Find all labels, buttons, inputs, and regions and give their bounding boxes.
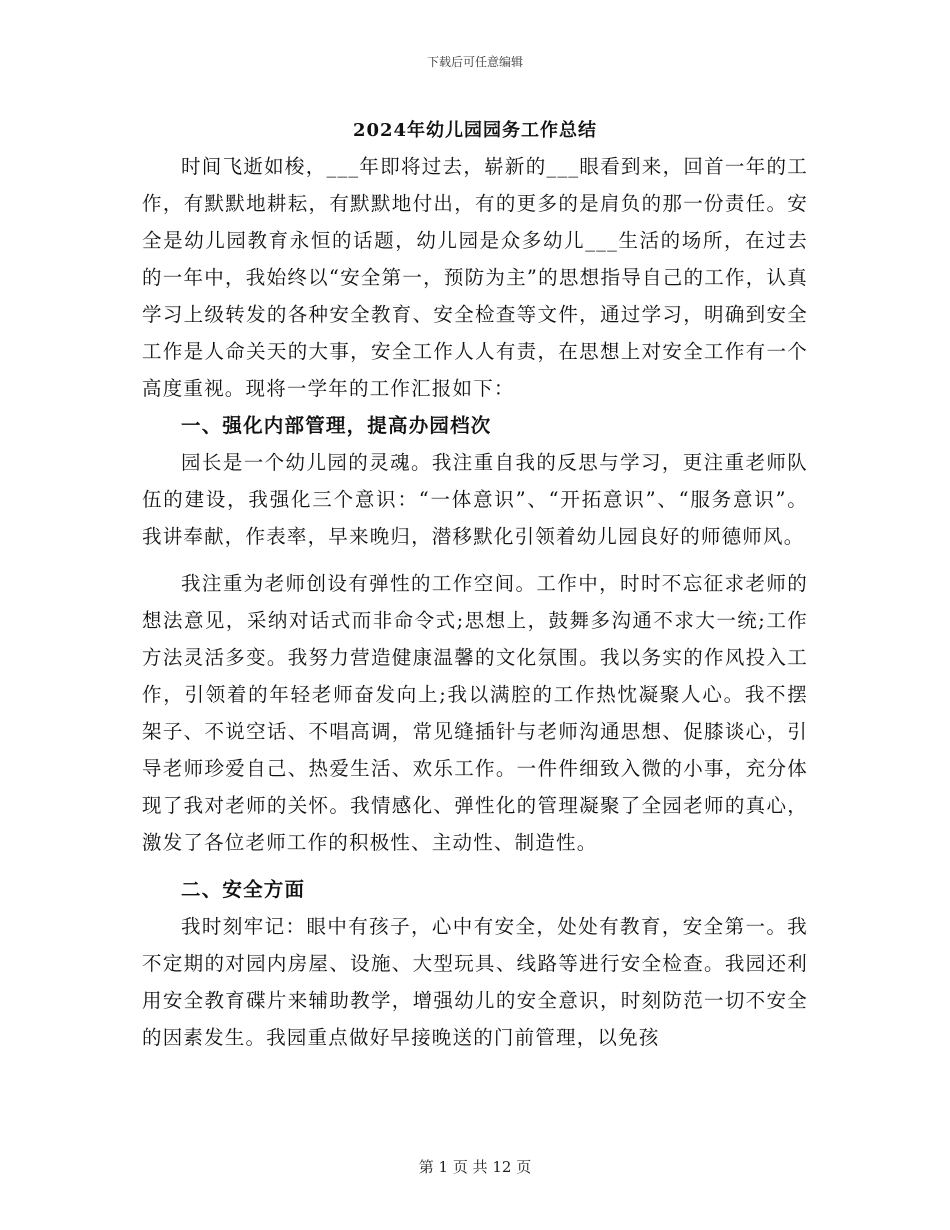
section-1-heading: 一、强化内部管理，提高办园档次: [181, 414, 492, 437]
intro-paragraph: 时间飞逝如梭，___年即将过去，崭新的___眼看到来，回首一年的工作，有默默地耕耘，有默默地付出，有的更多的是肩负的那一份责任。安全是幼儿园教育永恒的话题，幼儿园是众多幼儿___生活的场所，在过去的一年中，我始终以“安全第一，预防为主”的思想指导自己的工作，认真学习上级转发的各种安全教育、安全检查等文件，通过学习，明确到安全工作是人命关天的大事，安全工作人人有责，在思想上对安全工作有一个高度重视。现将一学年的工作汇报如下：: [142, 155, 808, 400]
document-title: 2024年幼儿园园务工作总结: [352, 120, 598, 141]
document-body: [142, 148, 808, 1056]
page-number: 第 1 页 共 12 页: [418, 1158, 532, 1176]
page-header-note: 下载后可任意编辑: [426, 55, 523, 69]
section-1-paragraph-2: 我注重为老师创设有弹性的工作空间。工作中，时时不忘征求老师的想法意见，采纳对话式而非命令式;思想上，鼓舞多沟通不求大一统;工作方法灵活多变。我努力营造健康温馨的文化氛围。我以务实的作风投入工作，引领着的年轻老师奋发向上;我以满腔的工作热忱凝聚人心。我不摆架子、不说空话、不唱高调，常见缝插针与老师沟通思想、促膝谈心，引导老师珍爱自己、热爱生活、欢乐工作。一件件细致入微的小事，充分体现了我对老师的关怀。我情感化、弹性化的管理凝聚了全园老师的真心，激发了各位老师工作的积极性、主动性、制造性。: [142, 572, 808, 854]
section-2-paragraph-1: 我时刻牢记：眼中有孩子，心中有安全，处处有教育，安全第一。我不定期的对园内房屋、设施、大型玩具、线路等进行安全检查。我园还利用安全教育碟片来辅助教学，增强幼儿的安全意识，时刻防范一切不安全的因素发生。我园重点做好早接晚送的门前管理，以免孩: [142, 915, 808, 1049]
section-1-paragraph-1: 园长是一个幼儿园的灵魂。我注重自我的反思与学习，更注重老师队伍的建设，我强化三个意识：“一体意识”、“开拓意识”、“服务意识”。我讲奉献，作表率，早来晚归，潜移默化引领着幼儿园良好的师德师风。: [142, 451, 808, 548]
section-2-heading: 二、安全方面: [181, 878, 306, 901]
